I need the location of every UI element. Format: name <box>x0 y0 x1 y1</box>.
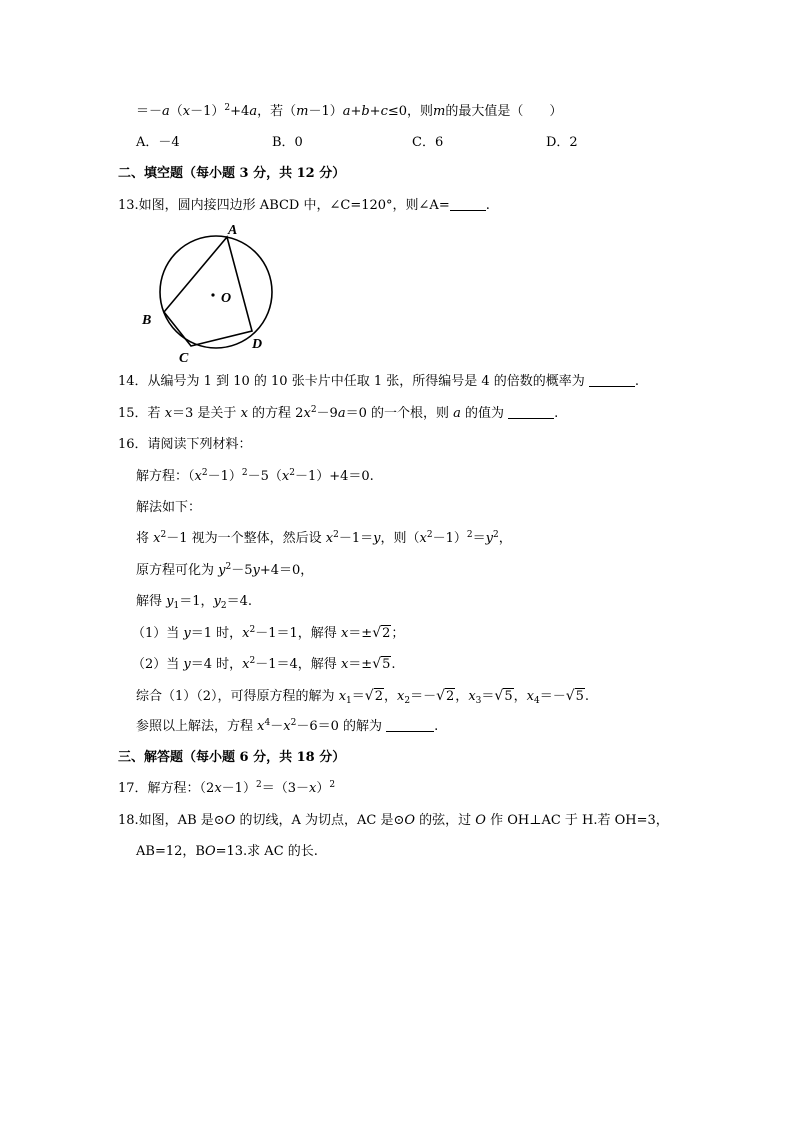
q12-options <box>0 134 794 152</box>
q15-text: 15．若 x＝3 是关于 x 的方程 $2x^2-9a=0$ 的一个根，则 a 的值为 . <box>118 405 559 421</box>
option-d: D．2 <box>546 135 578 150</box>
q18-line1: 18.如图，AB 是⊙O 的切线，A 为切点，AC 是⊙O 的弦，过 O 作 OH⊥AC 于 H.若 OH=3， <box>118 813 669 828</box>
circle-o <box>160 236 272 348</box>
q17-text: 17．解方程：$(2x-1)^2=(3-x)^2$ <box>118 780 336 796</box>
q16-method: 解法如下： <box>136 500 202 515</box>
q16-equation: 解方程：$(x^2-1)^2-5(x^2-1)+4=0$. <box>136 468 374 484</box>
label-c: C <box>179 351 189 366</box>
q13-text: 13.如图，圆内接四边形 ABCD 中，∠C=120°，则∠A= . <box>118 198 490 213</box>
q16-step2: 原方程可化为 $y^2-5y+4=0$， <box>136 562 314 578</box>
option-b: B．0 <box>272 135 303 150</box>
q16-summary: 综合（1）（2），可得原方程的解为 $x_1=√2$，$x_2=-√2$，$x_3=√5$，$x_4=-√5$. <box>136 688 590 706</box>
figure-13-circle-quadrilateral <box>138 220 288 370</box>
q14-text: 14．从编号为 1 到 10 的 10 张卡片中任取 1 张，所得编号是 4 的倍数的概率为 . <box>118 374 640 389</box>
q16-blank <box>386 719 434 732</box>
q16-step1: 将 $x^2-1$ 视为一个整体，然后设 $x^2-1=y$，则$(x^2-1)^2=y^2$， <box>136 530 512 546</box>
q16-case1: （1）当 y＝1 时，$x^2-1=1$，解得 x＝±√2； <box>132 625 405 641</box>
center-dot <box>211 293 214 296</box>
q12-stem: $=-a(x-1)^2+4a$，若（m－1）a+b+c≤0，则m的最大值是（ ） <box>136 103 563 119</box>
q14-blank <box>589 374 635 387</box>
label-a: A <box>228 223 238 238</box>
label-d: D <box>252 337 263 352</box>
option-c: C．6 <box>412 135 444 150</box>
q18-line2: AB=12，BO=13.求 AC 的长. <box>136 844 318 859</box>
section-2-title: 二、填空题（每小题 3 分，共 12 分） <box>118 166 346 181</box>
option-a: A．－4 <box>136 135 180 150</box>
label-b: B <box>142 313 152 328</box>
label-o: O <box>221 291 232 306</box>
q16-reference: 参照以上解法，方程 $x^4-x^2-6=0$ 的解为 . <box>136 718 439 734</box>
q16-intro: 16．请阅读下列材料： <box>118 437 252 452</box>
q16-case2: （2）当 y＝4 时，$x^2-1=4$，解得 x＝±√5. <box>132 656 396 672</box>
q16-step3: 解得 $y_1=1$，$y_2=4$. <box>136 594 253 611</box>
q15-blank <box>508 406 554 419</box>
q13-blank <box>450 198 486 211</box>
quadrilateral-abcd <box>164 237 252 346</box>
section-3-title: 三、解答题（每小题 6 分，共 18 分） <box>118 750 346 765</box>
